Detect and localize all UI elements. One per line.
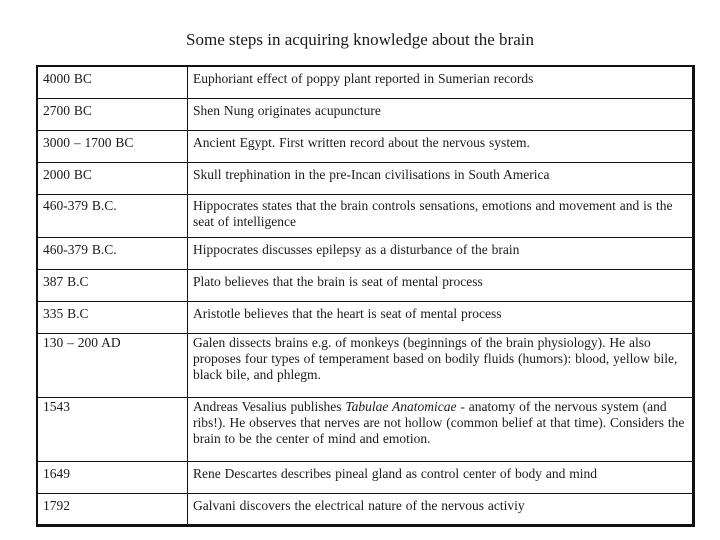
date-cell: 2700 BC: [37, 98, 188, 130]
table-row: [37, 333, 694, 397]
date-cell: 4000 BC: [37, 66, 188, 98]
date-cell: 1792: [37, 493, 188, 525]
table-row: [37, 237, 694, 269]
event-cell: Shen Nung originates acupuncture: [188, 98, 694, 130]
table-row: [37, 397, 694, 461]
event-cell: Hippocrates states that the brain controls sensations, emotions and movement and is the seat of intelligence: [188, 194, 694, 237]
table-row: [37, 493, 694, 525]
page-title: Some steps in acquiring knowledge about the brain: [186, 30, 534, 49]
date-cell: 1649: [37, 461, 188, 493]
event-cell: Plato believes that the brain is seat of mental process: [188, 269, 694, 301]
event-cell: Ancient Egypt. First written record about the nervous system.: [188, 130, 694, 162]
table-row: [37, 194, 694, 237]
event-text: Andreas Vesalius publishes: [193, 398, 346, 414]
event-cell: Galvani discovers the electrical nature of the nervous activiy: [188, 493, 694, 525]
date-cell: 3000 – 1700 BC: [37, 130, 188, 162]
table-row: [37, 130, 694, 162]
event-text: - anatomy of the nervous system (and ribs!). He observes that nerves are not hollow (common belief at that time). Considers the brain to be the center of mind and emotion.: [193, 398, 685, 447]
date-cell: 1543: [37, 397, 188, 461]
table-row: [37, 461, 694, 493]
date-cell: 387 B.C: [37, 269, 188, 301]
event-cell: Aristotle believes that the heart is seat of mental process: [188, 301, 694, 333]
event-cell: Skull trephination in the pre-Incan civilisations in South America: [188, 162, 694, 194]
date-cell: 335 B.C: [37, 301, 188, 333]
table-row: [37, 301, 694, 333]
table-row: [37, 98, 694, 130]
book-title: Tabulae Anatomicae: [345, 398, 457, 414]
date-cell: 2000 BC: [37, 162, 188, 194]
brain-knowledge-timeline-table: [36, 65, 695, 527]
event-cell: Galen dissects brains e.g. of monkeys (beginnings of the brain physiology). He also proposes four types of temperament based on bodily fluids (humors): blood, yellow bile, black bile, and phlegm.: [188, 333, 694, 397]
event-cell: Hippocrates discusses epilepsy as a disturbance of the brain: [188, 237, 694, 269]
date-cell: 460-379 B.C.: [37, 194, 188, 237]
table-row: [37, 66, 694, 98]
date-cell: 130 – 200 AD: [37, 333, 188, 397]
table-row: [37, 162, 694, 194]
event-cell: Euphoriant effect of poppy plant reported in Sumerian records: [188, 66, 694, 98]
event-cell: [188, 397, 694, 461]
event-cell: Rene Descartes describes pineal gland as control center of body and mind: [188, 461, 694, 493]
table-row: [37, 269, 694, 301]
date-cell: 460-379 B.C.: [37, 237, 188, 269]
